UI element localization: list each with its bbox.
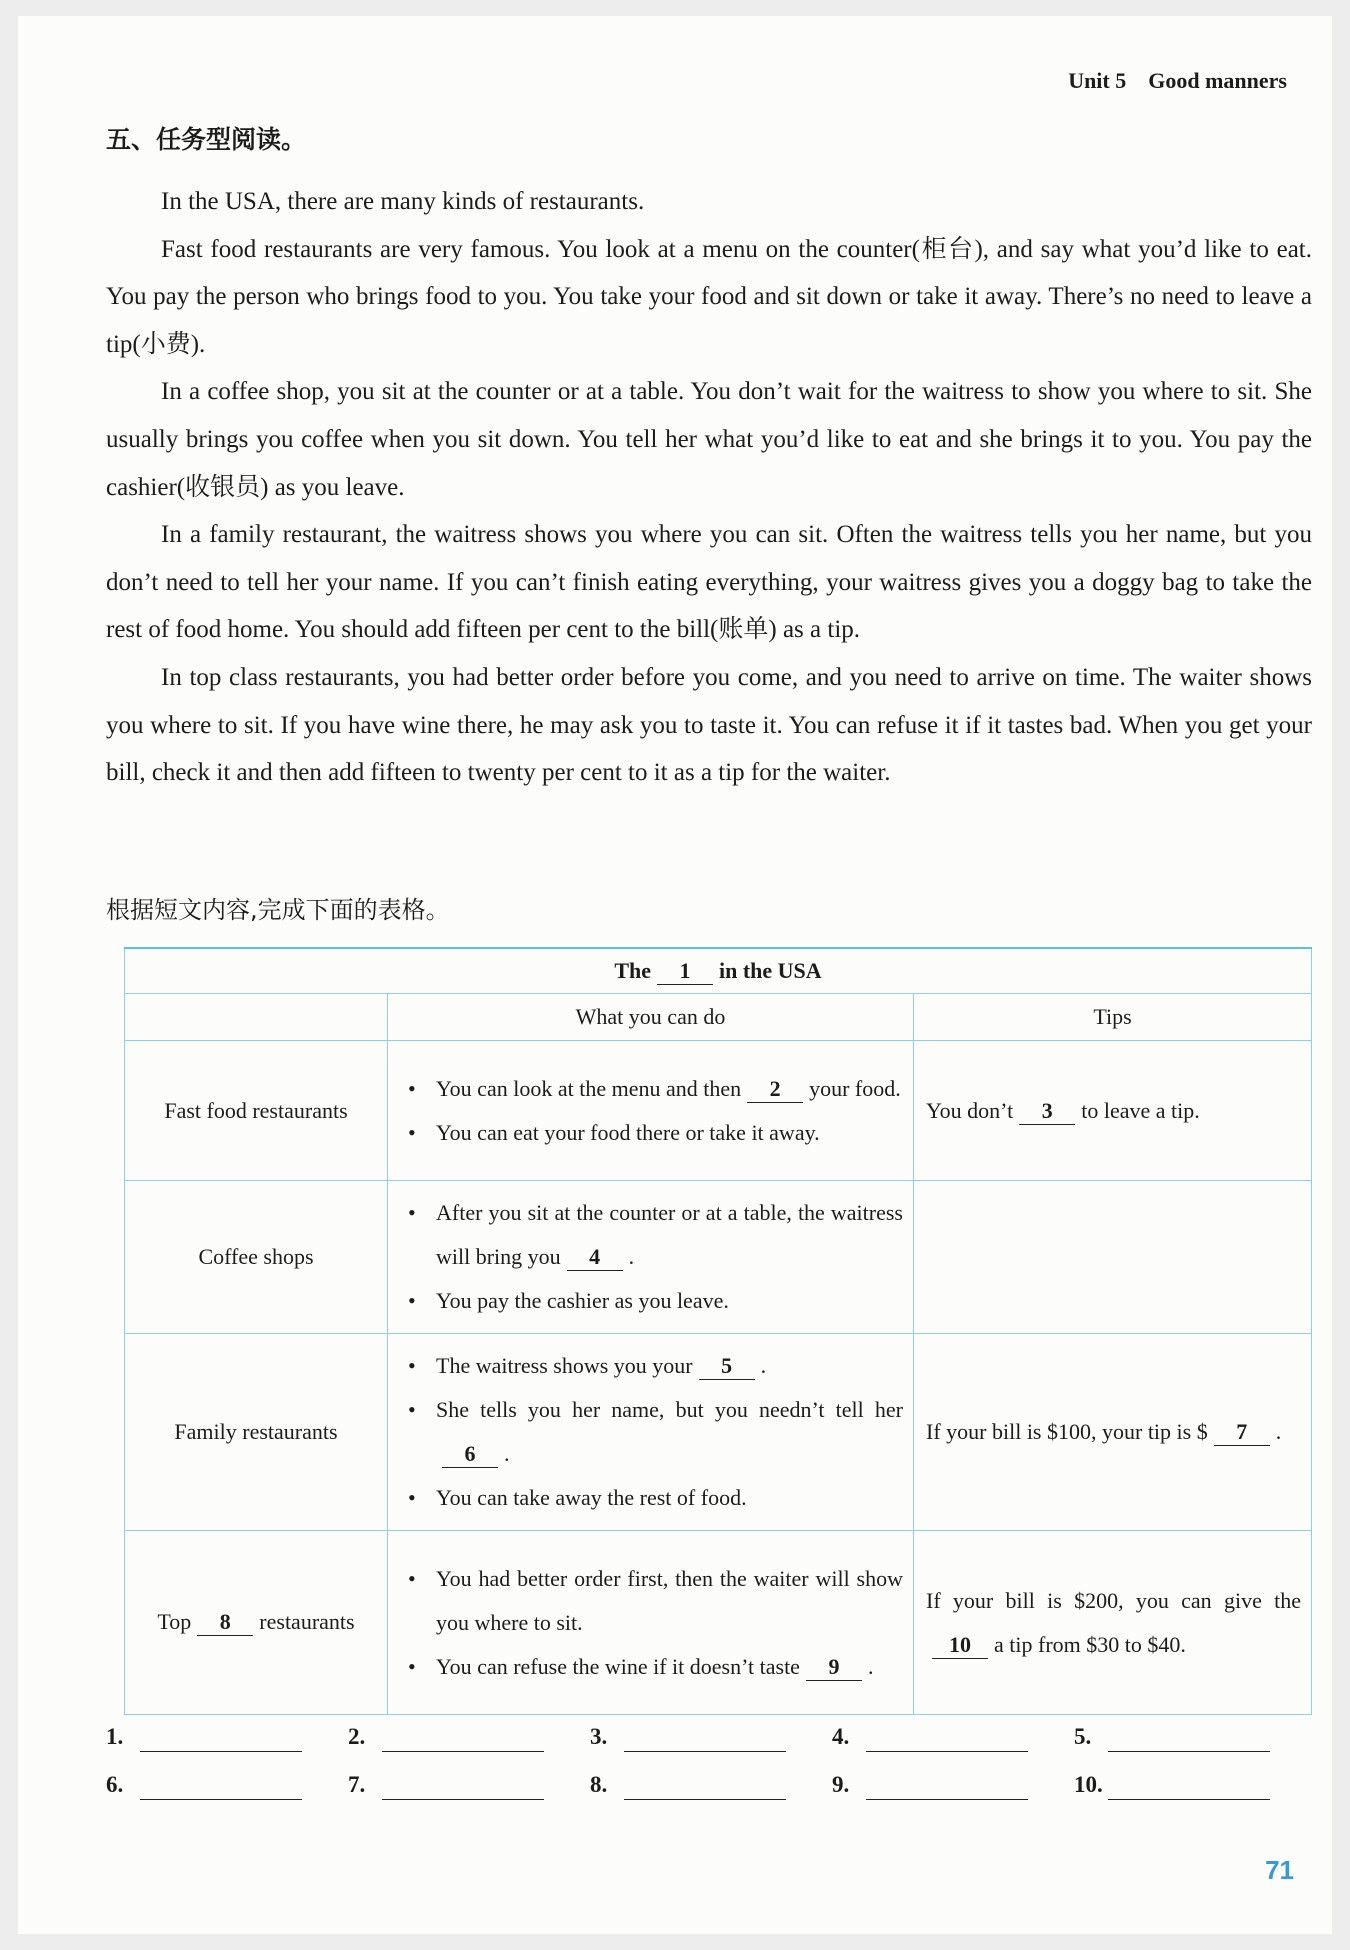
what-cell — [388, 1041, 914, 1181]
answer-lines — [106, 1702, 1316, 1798]
task-table — [124, 947, 1312, 1715]
bullet-item: • You can look at the menu and then 2 your food. — [406, 1067, 903, 1111]
answer-line[interactable] — [140, 1729, 302, 1752]
reading-passage — [106, 178, 1312, 797]
bullet-item: • After you sit at the counter or at a table, the waitress will bring you 4 . — [406, 1191, 903, 1279]
blank-9[interactable]: 9 — [806, 1654, 862, 1681]
page-number: 71 — [1265, 1855, 1294, 1885]
answer-line[interactable] — [1108, 1729, 1270, 1752]
section-title: 五、任务型阅读。 — [106, 125, 307, 154]
answer-line[interactable] — [140, 1777, 302, 1800]
empty-header-cell — [125, 994, 388, 1041]
answer-item[interactable]: 1. — [106, 1724, 348, 1750]
answer-item[interactable]: 4. — [832, 1724, 1074, 1750]
blank-7[interactable]: 7 — [1214, 1419, 1270, 1446]
answer-item[interactable]: 8. — [590, 1772, 832, 1798]
blank-6[interactable]: 6 — [442, 1441, 498, 1468]
what-cell — [388, 1531, 914, 1715]
answer-line[interactable] — [382, 1777, 544, 1800]
paragraph: Fast food restaurants are very famous. You look at a menu on the counter(柜台), and say what you’d like to eat. You pay the person who brings food to you. You take your food and sit down or take it away. There’s no need to leave a tip(小费). — [106, 235, 1312, 358]
answer-item[interactable]: 7. — [348, 1772, 590, 1798]
answer-line[interactable] — [866, 1777, 1028, 1800]
answer-line[interactable] — [624, 1777, 786, 1800]
answer-row — [106, 1750, 1316, 1798]
table-row — [125, 1181, 1312, 1334]
blank-8[interactable]: 8 — [197, 1609, 253, 1636]
bullet-item: • You pay the cashier as you leave. — [406, 1279, 903, 1323]
blank-4[interactable]: 4 — [567, 1244, 623, 1271]
col-header-what: What you can do — [388, 994, 914, 1041]
tip-cell: If your bill is $100, your tip is $ 7 . — [914, 1334, 1312, 1531]
row-label: Fast food restaurants — [125, 1041, 388, 1181]
answer-line[interactable] — [1108, 1777, 1270, 1800]
answer-item[interactable]: 3. — [590, 1724, 832, 1750]
bullet-item: • You had better order first, then the waiter will show you where to sit. — [406, 1557, 903, 1645]
paragraph: In a family restaurant, the waitress shows you where you can sit. Often the waitress tells you her name, but you don’t need to tell her your name. If you can’t finish eating everything, your waitress gives you a doggy bag to take the rest of food home. You should add fifteen per cent to the bill(账单) as a tip. — [106, 521, 1312, 644]
row-label: Top 8 restaurants — [125, 1531, 388, 1715]
answer-item[interactable]: 2. — [348, 1724, 590, 1750]
answer-item[interactable]: 10. — [1074, 1772, 1316, 1798]
row-label: Family restaurants — [125, 1334, 388, 1531]
answer-line[interactable] — [382, 1729, 544, 1752]
table-title-row — [125, 948, 1312, 994]
unit-label: Unit 5 — [1068, 68, 1127, 93]
tip-cell — [914, 1181, 1312, 1334]
blank-10[interactable]: 10 — [932, 1632, 988, 1659]
what-cell — [388, 1334, 914, 1531]
answer-row — [106, 1702, 1316, 1750]
table-header-row — [125, 994, 1312, 1041]
tip-cell: If your bill is $200, you can give the10 a tip from $30 to $40. — [914, 1531, 1312, 1715]
table-row — [125, 1334, 1312, 1531]
answer-line[interactable] — [624, 1729, 786, 1752]
blank-3[interactable]: 3 — [1019, 1098, 1075, 1125]
paragraph: In the USA, there are many kinds of restaurants. — [161, 188, 645, 215]
answer-line[interactable] — [866, 1729, 1028, 1752]
what-cell — [388, 1181, 914, 1334]
unit-title: Good manners — [1148, 68, 1287, 93]
col-header-tips: Tips — [914, 994, 1312, 1041]
answer-item[interactable]: 9. — [832, 1772, 1074, 1798]
tip-cell: You don’t 3 to leave a tip. — [914, 1041, 1312, 1181]
paragraph: In top class restaurants, you had better order before you come, and you need to arrive on time. The waiter shows you where to sit. If you have wine there, he may ask you to taste it. You can refuse it if it tastes bad. When you get your bill, check it and then add fifteen to twenty per cent to it as a tip for the waiter. — [106, 663, 1312, 787]
answer-item[interactable]: 5. — [1074, 1724, 1316, 1750]
bullet-item: • You can eat your food there or take it away. — [406, 1111, 903, 1155]
table-title: The 1 in the USA — [125, 948, 1312, 994]
instruction: 根据短文内容,完成下面的表格。 — [106, 896, 450, 924]
paragraph: In a coffee shop, you sit at the counter or at a table. You don’t wait for the waitress to show you where to sit. She usually brings you coffee when you sit down. You tell her what you’d like to eat and she brings it to you. You pay the cashier(收银员) as you leave. — [106, 378, 1312, 501]
bullet-item: • She tells you her name, but you needn’t tell her6 . — [406, 1388, 903, 1476]
blank-5[interactable]: 5 — [699, 1353, 755, 1380]
answer-item[interactable]: 6. — [106, 1772, 348, 1798]
blank-1[interactable]: 1 — [657, 958, 713, 985]
bullet-item: • You can take away the rest of food. — [406, 1476, 903, 1520]
page — [18, 16, 1332, 1934]
page-header — [1068, 68, 1287, 94]
row-label: Coffee shops — [125, 1181, 388, 1334]
bullet-item: • The waitress shows you your 5 . — [406, 1344, 903, 1388]
table-row — [125, 1041, 1312, 1181]
table-row — [125, 1531, 1312, 1715]
bullet-item: • You can refuse the wine if it doesn’t taste 9 . — [406, 1645, 903, 1689]
blank-2[interactable]: 2 — [747, 1076, 803, 1103]
